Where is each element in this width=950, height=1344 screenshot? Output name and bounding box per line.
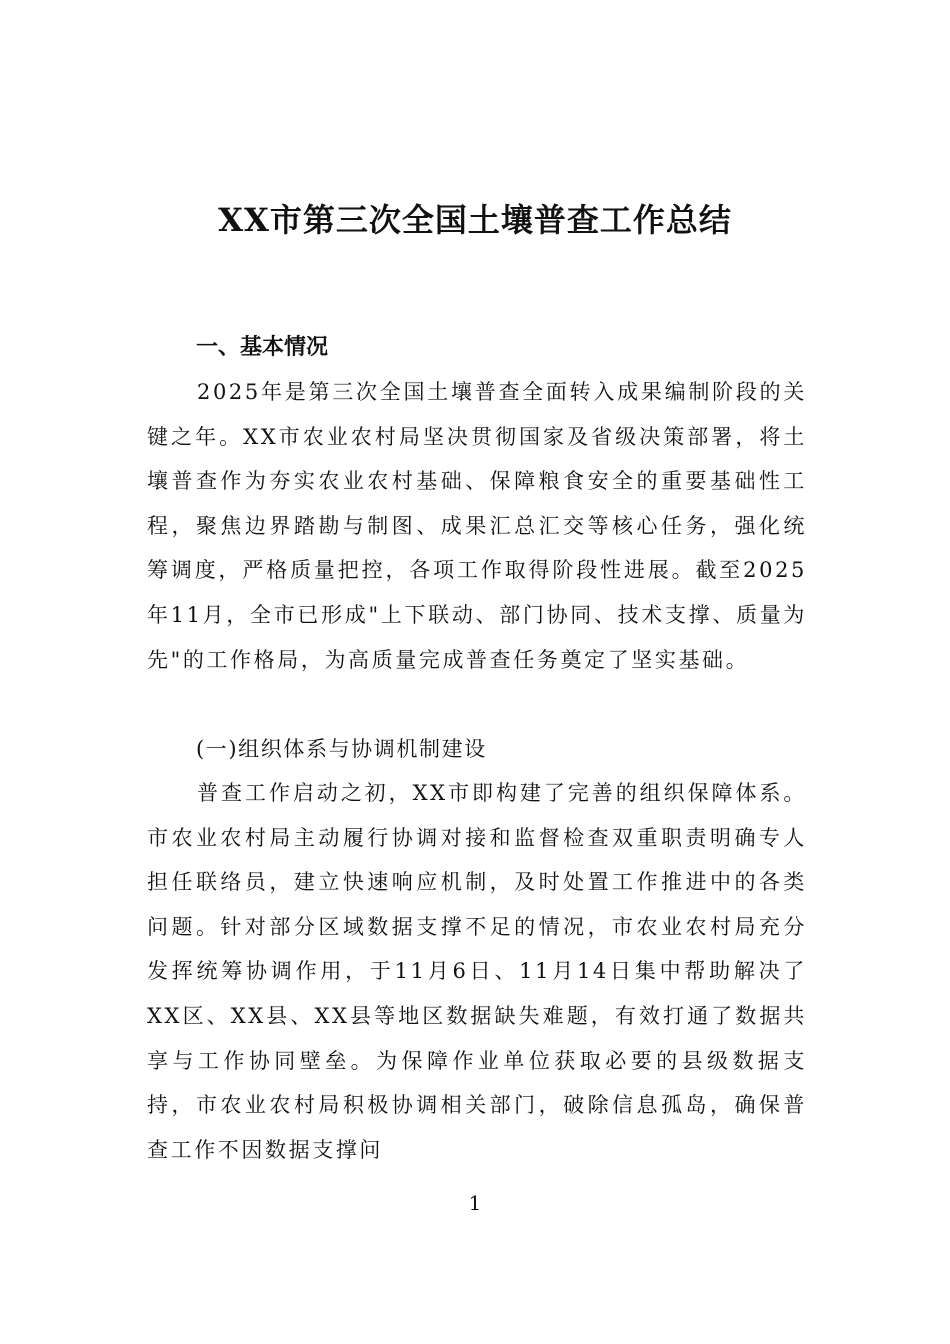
section-heading: 一、基本情况 <box>196 335 329 360</box>
document-title: XX市第三次全国土壤普查工作总结 <box>218 201 732 239</box>
subsection-heading: (一)组织体系与协调机制建设 <box>196 737 487 761</box>
paragraph-basic-situation: 2025年是第三次全国土壤普查全面转入成果编制阶段的关键之年。XX市农业农村局坚决贯彻国家及省级决策部署，将土壤普查作为夯实农业农村基础、保障粮食安全的重要基础性工程，聚焦边界踏勘与制图、成果汇总汇交等核心任务，强化统筹调度，严格质量把控，各项工作取得阶段性进展。截至2025年11月，全市已形成"上下联动、部门协同、技术支撑、质量为先"的工作格局，为高质量完成普查任务奠定了坚实基础。 <box>147 380 807 672</box>
paragraph-organization-system: 普查工作启动之初，XX市即构建了完善的组织保障体系。市农业农村局主动履行协调对接和监督检查双重职责明确专人担任联络员，建立快速响应机制，及时处置工作推进中的各类问题。针对部分区域数据支撑不足的情况，市农业农村局充分发挥统筹协调作用，于11月6日、11月14日集中帮助解决了XX区、XX县、XX县等地区数据缺失难题，有效打通了数据共享与工作协同壁垒。为保障作业单位获取必要的县级数据支持，市农业农村局积极协调相关部门，破除信息孤岛，确保普查工作不因数据支撑问 <box>147 781 807 1162</box>
page-number: 1 <box>468 1191 482 1215</box>
